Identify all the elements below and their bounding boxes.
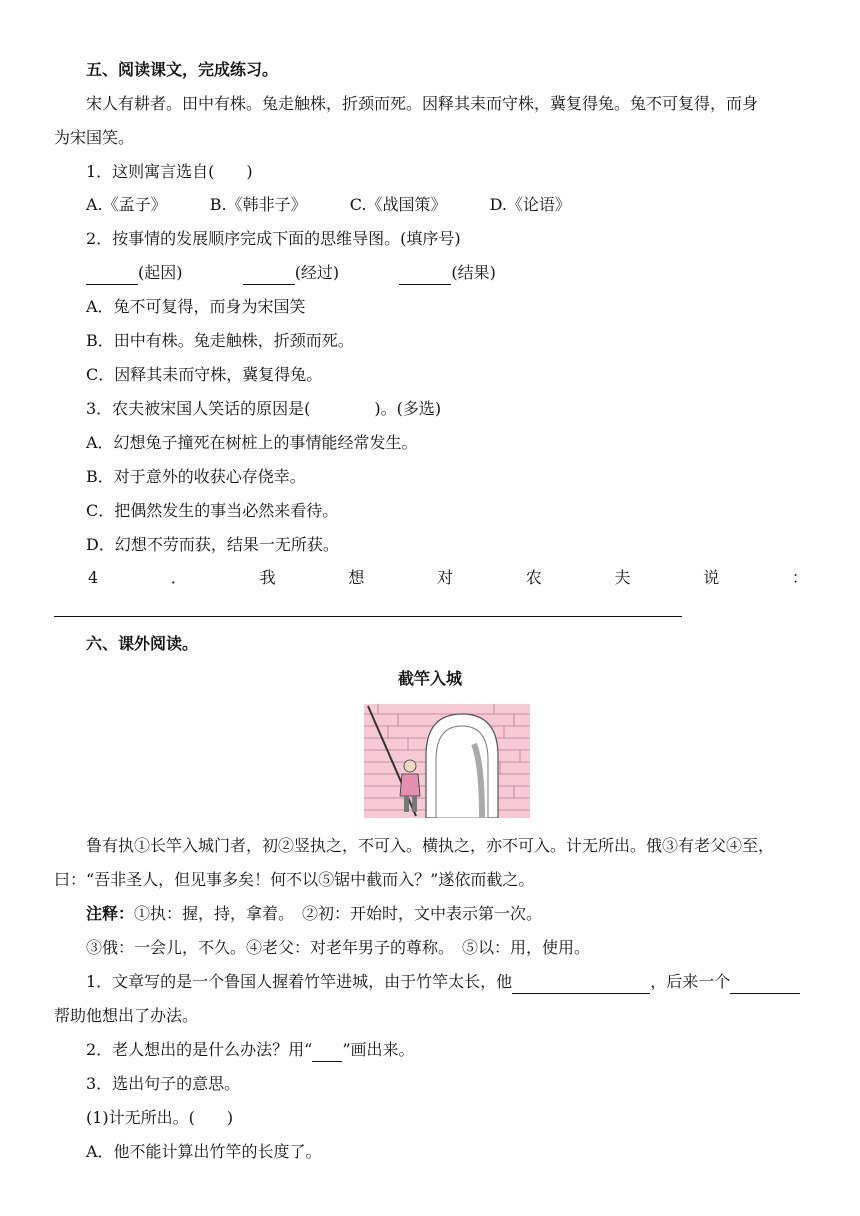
option-b: B．田中有株。兔走触株，折颈而死。: [86, 331, 354, 350]
option-d: D．幻想不劳而获，结果一无所获。: [86, 535, 339, 554]
q4-char: 我: [259, 568, 276, 587]
answer-line[interactable]: [54, 616, 682, 617]
question-1-cont: 帮助他想出了办法。: [54, 1006, 199, 1025]
city-gate-illustration: [364, 704, 530, 818]
option-a: A．他不能计算出竹竿的长度了。: [86, 1142, 322, 1161]
q4-char: 4: [88, 568, 99, 587]
question-text: ，后来一个: [650, 972, 731, 991]
option-b: B．对于意外的收获心存侥幸。: [86, 467, 306, 486]
section-6-heading: 六、课外阅读。: [86, 634, 199, 653]
question-1: [86, 970, 860, 994]
notes-line: ③俄：一会儿，不久。④老父：对老年男子的尊称。 ⑤以：用，使用。: [86, 938, 591, 957]
question-1: 1．这则寓言选自( ): [86, 162, 253, 181]
q4-char: 说: [703, 568, 720, 587]
passage-line: 曰：“吾非圣人，但见事多矣！何不以⑤锯中截而入？”遂依而截之。: [54, 870, 535, 889]
option-a: A.《孟子》: [86, 195, 167, 214]
notes-label: 注释：: [86, 904, 135, 923]
question-4: [88, 566, 808, 590]
blank-label: (经过): [294, 263, 340, 282]
q4-char: 农: [525, 568, 542, 587]
q4-char: 夫: [614, 568, 631, 587]
q4-char: ．: [170, 568, 187, 587]
blank-label: (起因): [138, 263, 183, 282]
question-1-options: [86, 193, 860, 217]
passage-line: 鲁有执①长竿入城门者，初②竖执之，不可入。横执之，亦不可入。计无所出。俄③有老父④至，: [86, 836, 775, 855]
option-a: A．兔不可复得，而身为宋国笑: [86, 297, 306, 316]
answer-blank[interactable]: [730, 975, 800, 994]
question-3-sub1: (1)计无所出。( ): [86, 1108, 234, 1127]
question-2: 2．按事情的发展顺序完成下面的思维导图。(填序号): [86, 229, 461, 248]
answer-blank[interactable]: [512, 975, 650, 994]
option-c: C．把偶然发生的事当必然来看待。: [86, 501, 339, 520]
q4-char: ：: [791, 568, 808, 587]
passage-line: 为宋国笑。: [54, 128, 135, 147]
answer-blank[interactable]: [86, 266, 138, 285]
answer-blank[interactable]: [399, 266, 451, 285]
mind-map-blanks: [86, 261, 860, 285]
option-a: A．幻想兔子撞死在树桩上的事情能经常发生。: [86, 433, 418, 452]
question-text: 2．老人想出的是什么办法？用“: [86, 1040, 313, 1059]
option-c: C.《战国策》: [349, 195, 447, 214]
question-3: 3．选出句子的意思。: [86, 1074, 241, 1093]
section-5-heading: 五、阅读课文，完成练习。: [86, 60, 279, 79]
question-text: 1．文章写的是一个鲁国人握着竹竿进城，由于竹竿太长，他: [86, 972, 513, 991]
underline-sample: [312, 1043, 342, 1062]
notes-text: ①执：握，持，拿着。 ②初：开始时，文中表示第一次。: [134, 904, 543, 923]
blank-label: (结果): [451, 263, 496, 282]
passage-line: 宋人有耕者。田中有株。兔走触株，折颈而死。因释其耒而守株，冀复得兔。兔不可复得，而身: [86, 94, 759, 113]
answer-blank[interactable]: [243, 266, 295, 285]
question-text: ”画出来。: [342, 1040, 415, 1059]
question-3: 3．农夫被宋国人笑话的原因是( )。(多选): [86, 399, 442, 418]
story-title: 截竿入城: [397, 669, 462, 688]
option-c: C．因释其耒而守株，冀复得兔。: [86, 365, 323, 384]
option-b: B.《韩非子》: [209, 195, 307, 214]
question-2: [86, 1038, 860, 1062]
notes-line: [86, 902, 860, 926]
q4-char: 想: [348, 568, 365, 587]
q4-char: 对: [437, 568, 454, 587]
option-d: D.《论语》: [489, 195, 571, 214]
